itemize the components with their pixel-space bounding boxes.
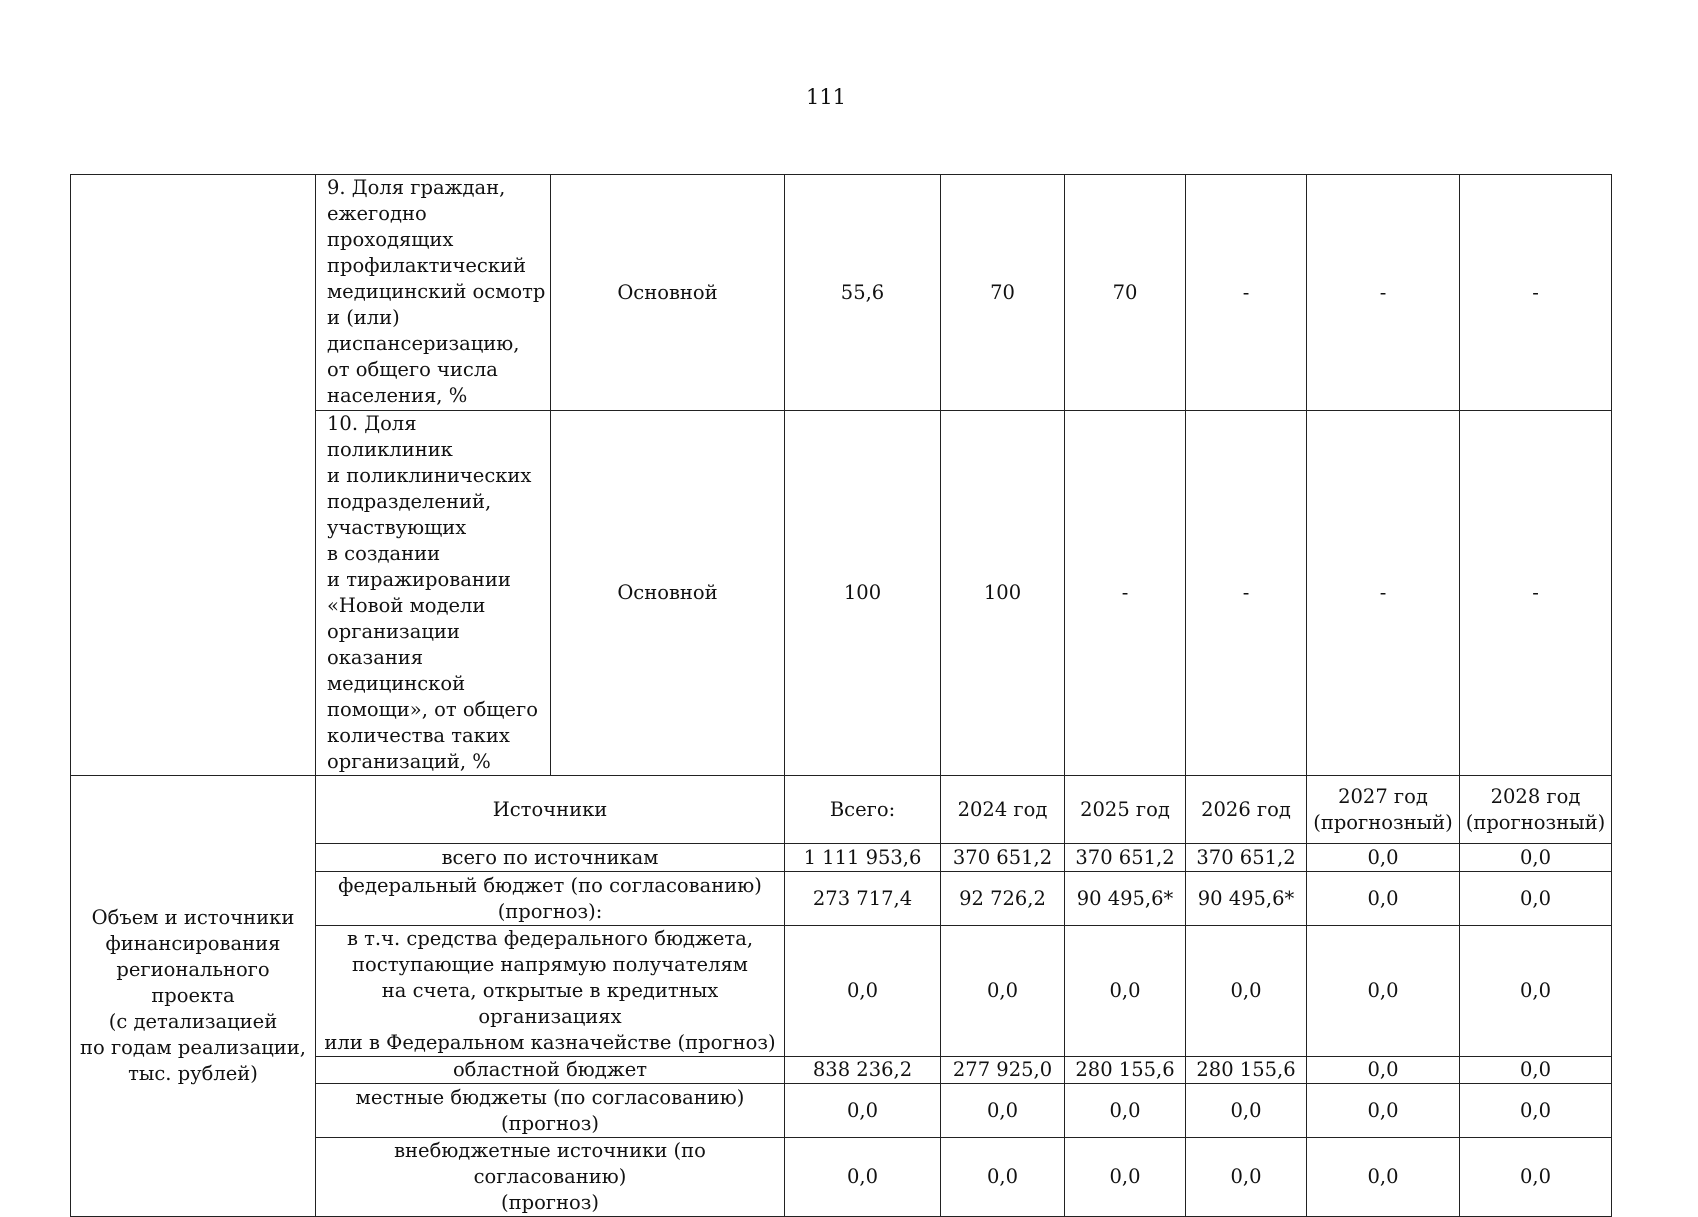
financing-value: 370 651,2 bbox=[1065, 844, 1186, 872]
header-year-2027: 2027 год (прогнозный) bbox=[1307, 776, 1460, 844]
financing-value: 370 651,2 bbox=[1186, 844, 1307, 872]
indicator-value: - bbox=[1307, 175, 1460, 411]
indicator-value: - bbox=[1065, 411, 1186, 776]
indicator-value: 70 bbox=[941, 175, 1065, 411]
empty-label-cell bbox=[71, 175, 316, 776]
financing-value: 0,0 bbox=[1307, 1084, 1460, 1138]
financing-value: 90 495,6* bbox=[1186, 872, 1307, 926]
financing-source: местные бюджеты (по согласованию) (прогноз) bbox=[316, 1084, 785, 1138]
page-number: 111 bbox=[805, 85, 847, 109]
financing-source: областной бюджет bbox=[316, 1057, 785, 1084]
indicator-value: - bbox=[1460, 411, 1612, 776]
header-year-2025: 2025 год bbox=[1065, 776, 1186, 844]
indicator-type: Основной bbox=[551, 175, 785, 411]
financing-value: 370 651,2 bbox=[941, 844, 1065, 872]
indicator-type: Основной bbox=[551, 411, 785, 776]
financing-value: 0,0 bbox=[1186, 1138, 1307, 1217]
financing-value: 0,0 bbox=[1460, 1084, 1612, 1138]
financing-value: 280 155,6 bbox=[1186, 1057, 1307, 1084]
financing-value: 0,0 bbox=[785, 1084, 941, 1138]
indicator-value: 100 bbox=[785, 411, 941, 776]
financing-value: 0,0 bbox=[1307, 926, 1460, 1057]
header-sources: Источники bbox=[316, 776, 785, 844]
header-year-2026: 2026 год bbox=[1186, 776, 1307, 844]
financing-value: 90 495,6* bbox=[1065, 872, 1186, 926]
financing-source: в т.ч. средства федерального бюджета, поступающие напрямую получателям на счета, открытые в кредитных организациях или в Федеральном казначействе (прогноз) bbox=[316, 926, 785, 1057]
financing-value: 0,0 bbox=[785, 1138, 941, 1217]
financing-value: 0,0 bbox=[941, 926, 1065, 1057]
financing-value: 1 111 953,6 bbox=[785, 844, 941, 872]
financing-value: 0,0 bbox=[1460, 926, 1612, 1057]
financing-source: внебюджетные источники (по согласованию) (прогноз) bbox=[316, 1138, 785, 1217]
header-year-2024: 2024 год bbox=[941, 776, 1065, 844]
financing-value: 0,0 bbox=[1460, 1057, 1612, 1084]
financing-value: 273 717,4 bbox=[785, 872, 941, 926]
financing-value: 0,0 bbox=[941, 1084, 1065, 1138]
financing-value: 0,0 bbox=[1460, 1138, 1612, 1217]
financing-value: 0,0 bbox=[1307, 1138, 1460, 1217]
financing-value: 0,0 bbox=[1065, 926, 1186, 1057]
header-total: Всего: bbox=[785, 776, 941, 844]
financing-value: 0,0 bbox=[1307, 844, 1460, 872]
financing-value: 0,0 bbox=[1460, 844, 1612, 872]
financing-value: 0,0 bbox=[785, 926, 941, 1057]
indicator-value: - bbox=[1186, 175, 1307, 411]
header-year-2028: 2028 год (прогнозный) bbox=[1460, 776, 1612, 844]
financing-value: 0,0 bbox=[1065, 1138, 1186, 1217]
indicator-value: - bbox=[1186, 411, 1307, 776]
financing-value: 0,0 bbox=[1460, 872, 1612, 926]
indicator-name: 9. Доля граждан, ежегодно проходящих профилактический медицинский осмотр и (или) диспансеризацию, от общего числа населения, % bbox=[316, 175, 551, 411]
financing-source: всего по источникам bbox=[316, 844, 785, 872]
financing-label: Объем и источники финансирования регионального проекта (с детализацией по годам реализации, тыс. рублей) bbox=[71, 776, 316, 1217]
indicator-row bbox=[71, 175, 1612, 411]
financing-header-row bbox=[71, 776, 1612, 844]
indicator-name: 10. Доля поликлиник и поликлинических подразделений, участвующих в создании и тиражировании «Новой модели организации оказания медицинской помощи», от общего количества таких организаций, % bbox=[316, 411, 551, 776]
indicator-value: - bbox=[1460, 175, 1612, 411]
financing-value: 0,0 bbox=[1186, 1084, 1307, 1138]
financing-source: федеральный бюджет (по согласованию) (прогноз): bbox=[316, 872, 785, 926]
financing-value: 92 726,2 bbox=[941, 872, 1065, 926]
financing-value: 0,0 bbox=[1186, 926, 1307, 1057]
passport-table bbox=[70, 174, 1612, 1217]
financing-value: 280 155,6 bbox=[1065, 1057, 1186, 1084]
indicator-value: - bbox=[1307, 411, 1460, 776]
financing-value: 838 236,2 bbox=[785, 1057, 941, 1084]
indicator-value: 70 bbox=[1065, 175, 1186, 411]
financing-value: 277 925,0 bbox=[941, 1057, 1065, 1084]
indicator-value: 55,6 bbox=[785, 175, 941, 411]
financing-value: 0,0 bbox=[941, 1138, 1065, 1217]
financing-value: 0,0 bbox=[1307, 872, 1460, 926]
financing-value: 0,0 bbox=[1307, 1057, 1460, 1084]
financing-value: 0,0 bbox=[1065, 1084, 1186, 1138]
indicator-value: 100 bbox=[941, 411, 1065, 776]
